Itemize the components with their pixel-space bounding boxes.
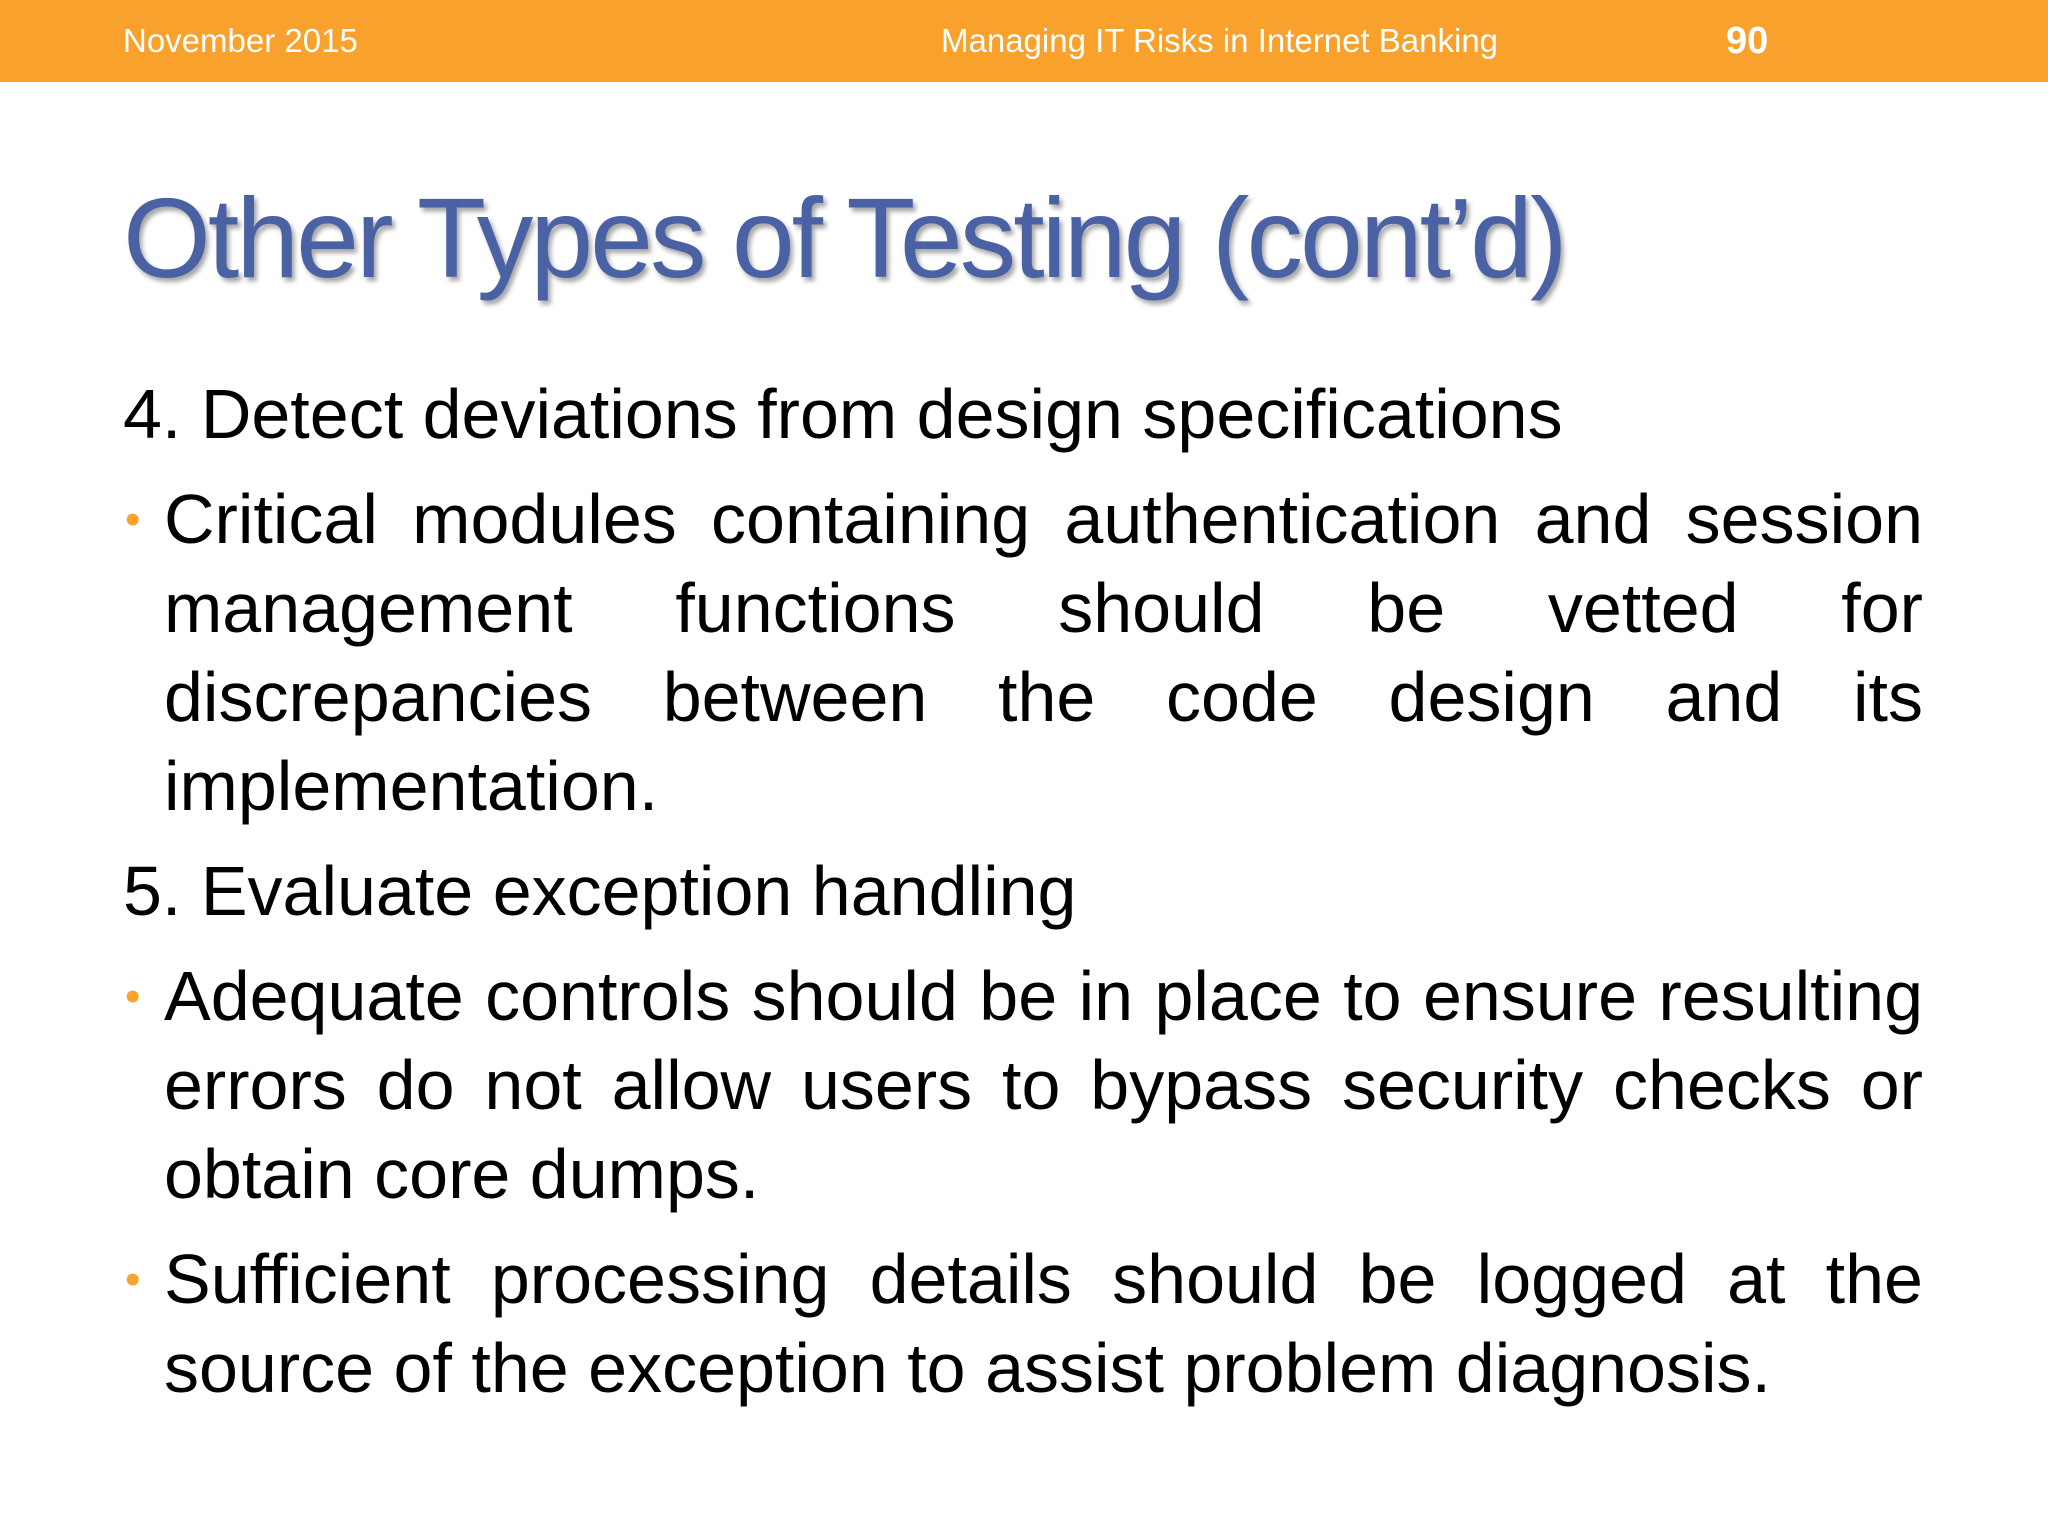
slide-content xyxy=(123,370,1923,1429)
bullet-dot-icon: • xyxy=(125,1255,141,1304)
header-title: Managing IT Risks in Internet Banking xyxy=(941,22,1499,59)
slide-title: Other Types of Testing (cont’d) xyxy=(123,175,1565,301)
bullet-item xyxy=(123,952,1923,1219)
bullet-dot-icon: • xyxy=(125,495,141,544)
header-bar xyxy=(0,0,2048,82)
bullet-text: Critical modules containing authentication and session management functions should be vetted for discrepancies between the code design and its implementation. xyxy=(164,480,1923,825)
numbered-heading: 4. Detect deviations from design specifications xyxy=(123,375,1563,453)
bullet-dot-icon: • xyxy=(125,972,141,1021)
bullet-text: Adequate controls should be in place to ensure resulting errors do not allow users to bypass security checks or obtain core dumps. xyxy=(164,957,1923,1213)
bullet-item xyxy=(123,475,1923,831)
bullet-item xyxy=(123,1235,1923,1413)
bullet-text: Sufficient processing details should be logged at the source of the exception to assist problem diagnosis. xyxy=(164,1240,1923,1407)
page-number: 90 xyxy=(1726,20,1769,62)
header-date: November 2015 xyxy=(123,22,358,59)
numbered-heading: 5. Evaluate exception handling xyxy=(123,852,1077,930)
